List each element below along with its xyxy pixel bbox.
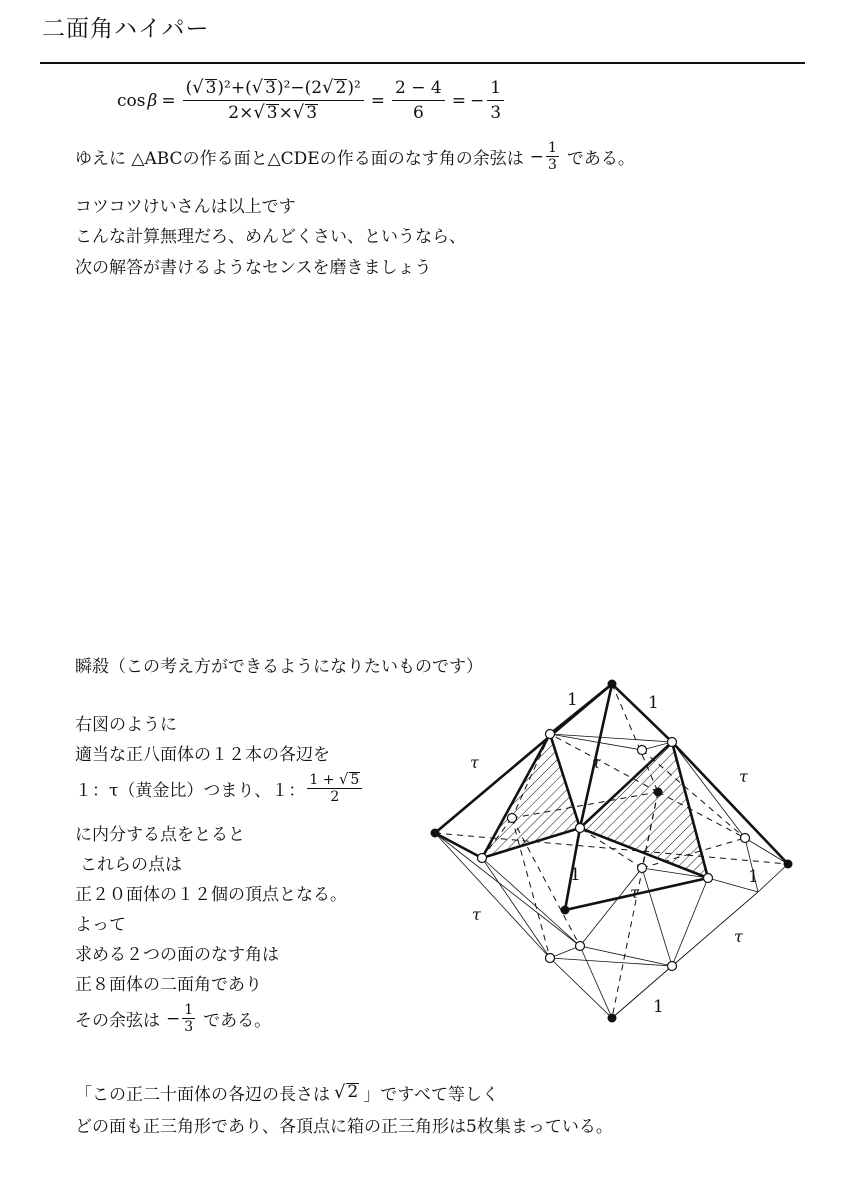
eq-main-fraction bbox=[183, 78, 364, 123]
eq-d-rad2: √ bbox=[292, 102, 305, 123]
footer-line-1 bbox=[75, 1080, 499, 1105]
eq-sign-1: = bbox=[161, 90, 176, 111]
body-line-10-neg: − bbox=[166, 1008, 181, 1029]
eq-neg: − bbox=[469, 90, 485, 111]
eq-result-numerator: 1 bbox=[487, 78, 504, 101]
body-line-2: 適当な正八面体の１２本の各辺を bbox=[75, 745, 330, 765]
label-one-3: 1 bbox=[570, 865, 581, 885]
footer-line-2: どの面も正三角形であり、各頂点に箱の正三角形は5枚集まっている。 bbox=[75, 1117, 613, 1137]
eq-n1-arg: 3 bbox=[205, 78, 217, 98]
body-line-10-pre: その余弦は bbox=[75, 1011, 160, 1031]
eq-n2-rad: √ bbox=[251, 77, 264, 98]
title-rule bbox=[40, 62, 805, 64]
eq-beta: β bbox=[147, 90, 158, 111]
eq-second-denominator: 6 bbox=[412, 103, 424, 123]
body-line-8: 求める２つの面のなす角は bbox=[75, 945, 279, 965]
eq-result-denominator: 3 bbox=[490, 103, 502, 123]
footer-rad: √ bbox=[334, 1082, 346, 1103]
body-line-10 bbox=[75, 1002, 271, 1035]
golden-num-rad: √ bbox=[338, 771, 349, 788]
label-one-1: 1 bbox=[567, 690, 578, 710]
body-line-10-fraction bbox=[182, 1002, 195, 1035]
conclusion-pre: ゆえに △ABCの作る面と△CDEの作る面のなす角の余弦は bbox=[75, 149, 524, 169]
eq-second-numerator: 2 − 4 bbox=[392, 78, 445, 101]
eq-sign-3: = bbox=[451, 90, 466, 111]
conclusion-fraction bbox=[546, 140, 559, 173]
footer-rad-arg: 2 bbox=[347, 1082, 359, 1103]
body-line-3 bbox=[75, 772, 364, 805]
eq-result-fraction bbox=[487, 78, 504, 123]
label-tau-3: τ bbox=[739, 767, 748, 786]
golden-num-arg: 5 bbox=[350, 772, 360, 788]
body-line-5: これらの点は bbox=[80, 855, 182, 875]
eq-n1-close: )² bbox=[217, 78, 231, 98]
eq-sign-2: = bbox=[370, 90, 386, 111]
conclusion-line bbox=[75, 140, 635, 173]
eq-main-denominator bbox=[225, 101, 321, 123]
eq-n1-open: ( bbox=[185, 78, 193, 98]
eq-n2-open: ( bbox=[245, 78, 252, 98]
footer-line-1-post: 」ですべて等しく bbox=[363, 1085, 499, 1105]
body-line-1: 右図のように bbox=[75, 715, 177, 735]
text-line-2: こんな計算無理だろ、めんどくさい、というなら、 bbox=[75, 227, 466, 247]
body-line-7: よって bbox=[75, 915, 126, 935]
eq-n3-open: (2 bbox=[304, 78, 323, 98]
golden-num-pre: 1 + bbox=[309, 772, 335, 788]
eq-second-fraction bbox=[392, 78, 445, 123]
body-line-9: 正８面体の二面角であり bbox=[75, 975, 262, 995]
icosahedron-in-octahedron-figure bbox=[420, 670, 810, 1040]
eq-n-plus: + bbox=[230, 78, 246, 98]
label-one-5: 1 bbox=[653, 997, 664, 1017]
conclusion-neg: − bbox=[529, 146, 544, 167]
eq-d-a: 2× bbox=[228, 103, 254, 123]
eq-d-times: × bbox=[278, 103, 293, 123]
body-line-3-pre: １：τ（黄金比）つまり、１： bbox=[75, 781, 306, 801]
conclusion-post: である。 bbox=[566, 149, 635, 169]
label-tau-2: τ bbox=[592, 753, 601, 772]
text-line-3: 次の解答が書けるようなセンスを磨きましょう bbox=[75, 258, 432, 278]
label-one-4: 1 bbox=[748, 867, 759, 887]
body-line-10-num: 1 bbox=[184, 1002, 194, 1018]
label-one-2: 1 bbox=[648, 693, 659, 713]
label-tau-4: τ bbox=[630, 883, 639, 902]
eq-n3-arg: 2 bbox=[335, 78, 347, 98]
body-line-4: に内分する点をとると bbox=[75, 825, 245, 845]
eq-n3-rad: √ bbox=[322, 77, 334, 98]
label-tau-5: τ bbox=[472, 905, 481, 924]
golden-den: 2 bbox=[330, 789, 340, 805]
body-line-10-post: である。 bbox=[203, 1011, 272, 1031]
eq-cos: cos bbox=[117, 90, 146, 111]
label-tau-1: τ bbox=[470, 753, 479, 772]
eq-main-numerator bbox=[183, 78, 364, 101]
body-line-10-den: 3 bbox=[184, 1019, 194, 1035]
eq-d-arg2: 3 bbox=[306, 103, 318, 123]
page-title: 二面角ハイパー bbox=[42, 16, 210, 42]
conclusion-den: 3 bbox=[547, 157, 557, 173]
cosine-equation bbox=[117, 78, 507, 123]
eq-n3-close: )² bbox=[347, 78, 361, 98]
eq-n-minus: − bbox=[290, 78, 305, 98]
eq-n1-rad: √ bbox=[192, 77, 204, 98]
eq-d-arg1: 3 bbox=[266, 103, 278, 123]
golden-num bbox=[307, 772, 362, 789]
eq-n2-arg: 3 bbox=[265, 78, 276, 98]
thin-edges bbox=[435, 734, 788, 1018]
eq-d-rad1: √ bbox=[253, 102, 265, 123]
thick-edges bbox=[435, 684, 788, 910]
instant-heading: 瞬殺（この考え方ができるようになりたいものです） bbox=[75, 657, 483, 677]
text-line-1: コツコツけいさんは以上です bbox=[75, 197, 296, 217]
eq-n2-close: )² bbox=[276, 78, 291, 98]
golden-ratio-fraction bbox=[307, 772, 362, 805]
conclusion-num: 1 bbox=[547, 140, 557, 156]
label-tau-6: τ bbox=[734, 927, 743, 946]
footer-line-1-pre: 「この正二十面体の各辺の長さは bbox=[75, 1085, 330, 1105]
body-line-6: 正２０面体の１２個の頂点となる。 bbox=[75, 885, 347, 905]
